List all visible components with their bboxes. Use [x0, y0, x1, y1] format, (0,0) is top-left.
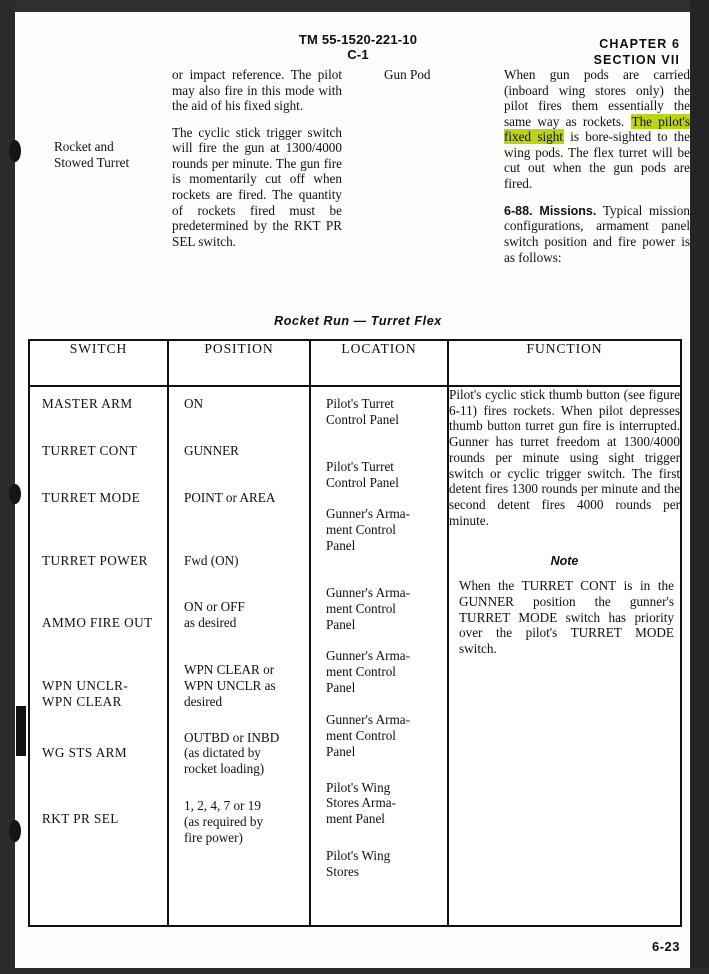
- spacer: [42, 761, 157, 811]
- paragraph-6-88-missions: [504, 203, 690, 265]
- table-caption: Rocket Run — Turret Flex: [274, 314, 442, 328]
- scan-border-bottom: [0, 968, 709, 974]
- column-header-location: LOCATION: [310, 341, 448, 386]
- spacer: [184, 459, 299, 490]
- side-label-rocket-and-stowed-turret: [54, 139, 166, 181]
- column-header-position: POSITION: [168, 341, 310, 386]
- spacer: [42, 568, 157, 615]
- scan-edge-mark: [16, 706, 26, 756]
- spacer: [42, 631, 157, 678]
- chapter-label: CHAPTER 6: [599, 37, 680, 51]
- highlighted-phrase: The pilot's fixed sight: [504, 113, 690, 145]
- table-row: POINT or AREA: [184, 489, 276, 505]
- table-row: Gunner's Arma- ment Control Panel: [326, 506, 411, 554]
- manual-number: TM 55-1520-221-10: [298, 32, 418, 47]
- table-row: Pilot's Turret Control Panel: [326, 458, 399, 490]
- function-column-cell: [448, 386, 680, 925]
- table-row: Pilot's Turret Control Panel: [326, 396, 399, 427]
- spacer: [326, 490, 437, 506]
- chapter-section-head: [594, 37, 680, 68]
- spacer: [326, 760, 437, 780]
- table-row: WPN UNCLR- WPN CLEAR: [42, 678, 129, 710]
- table-row: Pilot's Wing Stores: [326, 848, 391, 879]
- gun-pod-label: Gun Pod: [384, 67, 431, 82]
- location-column-cell: [310, 386, 448, 925]
- table-row: Fwd (ON): [184, 552, 239, 568]
- table-row: OUTBD or INBD (as dictated by rocket loading): [184, 729, 280, 777]
- scan-border-top: [0, 0, 709, 12]
- table-row: ON: [184, 396, 204, 411]
- position-list: [169, 387, 309, 850]
- spacer: [42, 412, 157, 443]
- switch-list: [30, 387, 167, 831]
- table-row: Gunner's Arma- ment Control Panel: [326, 584, 411, 632]
- switch-column-cell: [30, 386, 168, 925]
- spacer: [326, 632, 437, 648]
- paragraph-gun-pods: [504, 67, 690, 192]
- table-row: TURRET MODE: [42, 489, 141, 505]
- side-label-text: Rocket and Stowed Turret: [54, 139, 130, 170]
- table-header-row: [30, 341, 680, 386]
- function-main-text: Pilot's cyclic stick thumb button (see figure 6-11) fires rockets. When pilot depresses thumb button turret gun fire is interrupted. Gunner has turret freedom at 1300/4000 rounds per minute using sight trigger switch or cyclic trigger switch. The first detent fires 1300 rounds per minute and the second detent fires 4000 rounds per minute.: [449, 387, 680, 528]
- spacer: [42, 506, 157, 553]
- position-column-cell: [168, 386, 310, 925]
- table-row: TURRET POWER: [42, 552, 148, 568]
- table-row: GUNNER: [184, 442, 239, 458]
- spacer: [184, 631, 299, 662]
- table-row: WG STS ARM: [42, 744, 128, 760]
- spacer: [184, 506, 299, 553]
- note-heading: Note: [550, 554, 579, 569]
- table-row: TURRET CONT: [42, 442, 138, 458]
- table-body-row: [30, 386, 680, 925]
- body-columns: [54, 67, 690, 297]
- table-row: 1, 2, 4, 7 or 19 (as required by fire power): [184, 798, 264, 845]
- binding-hole-artifact: [9, 484, 21, 504]
- spacer: [184, 412, 299, 443]
- table-row: ON or OFF as desired: [184, 599, 245, 631]
- table-row: Gunner's Arma- ment Control Panel: [326, 648, 411, 696]
- gun-pods-text-before: When gun pods are carried (inboard wing stores only) the pilot fires them essentially the same way as rockets.: [504, 67, 690, 129]
- body-column-left: [172, 67, 342, 260]
- body-column-right: [504, 67, 690, 276]
- table-row: Gunner's Arma- ment Control Panel: [326, 711, 411, 759]
- gun-pods-text-after: is bore-sighted to the wing pods. The flex turret will be cut out when the gun pods are fired.: [504, 129, 690, 192]
- table-row: Pilot's Wing Stores Arma- ment Panel: [326, 779, 396, 827]
- scan-border-right: [690, 0, 709, 974]
- binding-hole-artifact: [9, 820, 21, 842]
- missions-run-in-head: 6-88. Missions.: [504, 203, 597, 218]
- spacer: [326, 554, 437, 585]
- spacer: [184, 710, 299, 730]
- change-number: C-1: [347, 46, 369, 62]
- missions-text: Typical mission configurations, armament panel switch position and fire power is as follows:: [504, 202, 690, 265]
- table-row: RKT PR SEL: [42, 810, 119, 826]
- spacer: [42, 710, 157, 745]
- spacer: [326, 827, 437, 848]
- binding-hole-artifact: [9, 140, 21, 162]
- section-label: SECTION VII: [593, 52, 680, 67]
- paragraph-cyclic-stick-trigger: The cyclic stick trigger switch will fire the gun at 1300/4000 rounds per minute. The gun fire is momentarily cut off when rockets are fired. The quantity of rockets fired must be predetermined by the RKT PR SEL switch.: [172, 124, 342, 249]
- body-column-middle: [384, 67, 496, 94]
- paragraph-impact-reference: or impact reference. The pilot may also fire in this mode with the aid of his fixed sight.: [172, 67, 342, 114]
- spacer: [184, 777, 299, 798]
- page-number: 6-23: [651, 939, 680, 954]
- switch-table: [28, 339, 682, 927]
- column-header-switch: SWITCH: [30, 341, 168, 386]
- table-row: AMMO FIRE OUT: [42, 615, 153, 631]
- spacer: [326, 428, 437, 459]
- paper-sheet: [14, 11, 702, 974]
- spacer: [184, 568, 299, 599]
- column-header-function: FUNCTION: [448, 341, 680, 386]
- table-row: MASTER ARM: [42, 396, 133, 411]
- spacer: [42, 459, 157, 490]
- spacer: [326, 696, 437, 712]
- note-body-text: When the TURRET CONT is in the GUNNER position the gunner's TURRET MODE switch has priority over the pilot's TURRET MODE switch.: [459, 578, 674, 657]
- location-list: [311, 387, 447, 884]
- table-row: WPN CLEAR or WPN UNCLR as desired: [184, 662, 276, 709]
